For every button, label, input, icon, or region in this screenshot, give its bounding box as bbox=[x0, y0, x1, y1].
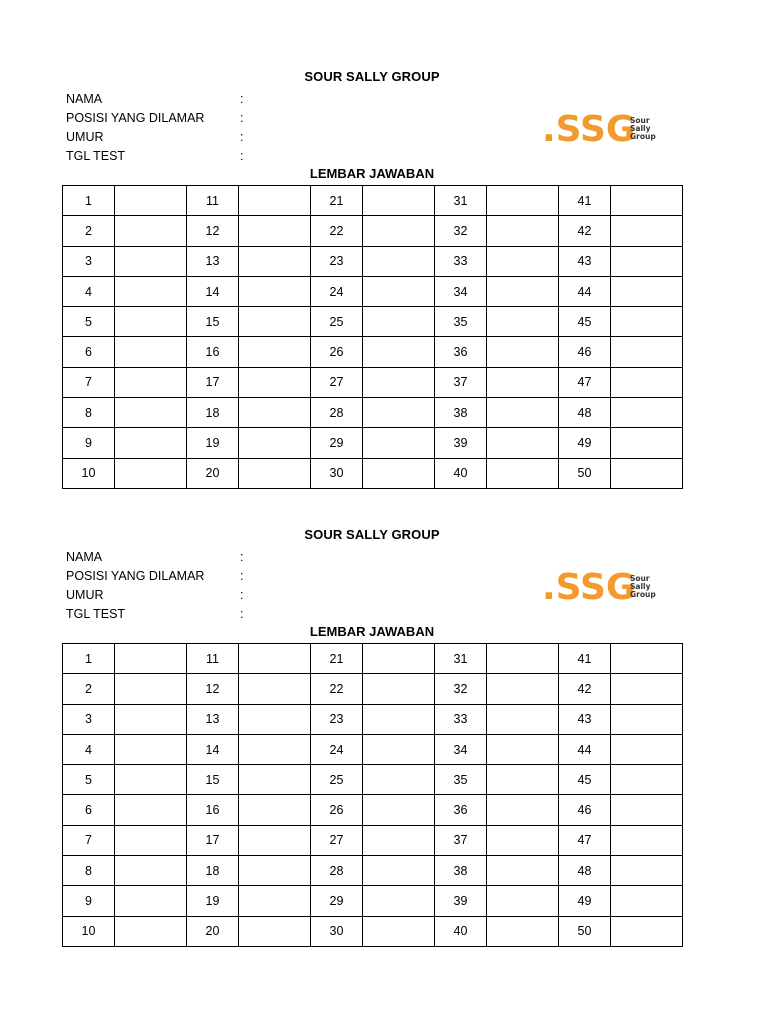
question-number: 32 bbox=[435, 674, 487, 704]
answer-sheet-title: LEMBAR JAWABAN bbox=[309, 624, 435, 639]
answer-cell[interactable] bbox=[363, 276, 435, 306]
question-number: 14 bbox=[187, 276, 239, 306]
answer-cell[interactable] bbox=[363, 765, 435, 795]
answer-cell[interactable] bbox=[611, 795, 683, 825]
answer-cell[interactable] bbox=[115, 825, 187, 855]
question-number: 38 bbox=[435, 398, 487, 428]
question-number: 28 bbox=[311, 856, 363, 886]
question-number: 23 bbox=[311, 246, 363, 276]
question-number: 41 bbox=[559, 644, 611, 674]
field-label: TGL TEST bbox=[66, 607, 126, 621]
question-number: 37 bbox=[435, 825, 487, 855]
field-tgl-test bbox=[66, 605, 326, 624]
answer-cell[interactable] bbox=[487, 398, 559, 428]
logo-letters: .SSG bbox=[542, 110, 636, 146]
question-number: 20 bbox=[187, 916, 239, 946]
question-number: 21 bbox=[311, 644, 363, 674]
answer-cell[interactable] bbox=[115, 398, 187, 428]
question-number: 19 bbox=[187, 886, 239, 916]
logo-tagline-1: Sour bbox=[630, 574, 650, 583]
question-number: 46 bbox=[559, 795, 611, 825]
question-number: 31 bbox=[435, 644, 487, 674]
question-number: 34 bbox=[435, 734, 487, 764]
question-number: 31 bbox=[435, 186, 487, 216]
question-number: 5 bbox=[63, 307, 115, 337]
question-number: 15 bbox=[187, 765, 239, 795]
answer-cell[interactable] bbox=[239, 276, 311, 306]
question-number: 38 bbox=[435, 856, 487, 886]
answer-cell[interactable] bbox=[611, 186, 683, 216]
answer-row bbox=[63, 337, 683, 367]
logo-tagline-2: Sally bbox=[630, 582, 651, 591]
question-number: 1 bbox=[63, 186, 115, 216]
question-number: 27 bbox=[311, 825, 363, 855]
answer-sheet-title: LEMBAR JAWABAN bbox=[309, 166, 435, 181]
field-nama bbox=[66, 548, 326, 567]
answer-cell[interactable] bbox=[363, 307, 435, 337]
answer-cell[interactable] bbox=[487, 765, 559, 795]
answer-cell[interactable] bbox=[239, 886, 311, 916]
answer-cell[interactable] bbox=[363, 644, 435, 674]
answer-cell[interactable] bbox=[115, 367, 187, 397]
answer-cell[interactable] bbox=[611, 704, 683, 734]
question-number: 47 bbox=[559, 825, 611, 855]
field-label: UMUR bbox=[66, 588, 104, 602]
question-number: 42 bbox=[559, 216, 611, 246]
question-number: 42 bbox=[559, 674, 611, 704]
question-number: 22 bbox=[311, 216, 363, 246]
ssg-logo bbox=[542, 110, 662, 146]
answer-row bbox=[63, 246, 683, 276]
answer-cell[interactable] bbox=[363, 825, 435, 855]
field-colon: : bbox=[240, 130, 244, 144]
answer-sheet-1 bbox=[0, 68, 768, 508]
question-number: 3 bbox=[63, 246, 115, 276]
question-number: 13 bbox=[187, 704, 239, 734]
answer-cell[interactable] bbox=[239, 337, 311, 367]
answer-row bbox=[63, 216, 683, 246]
answer-cell[interactable] bbox=[611, 916, 683, 946]
question-number: 36 bbox=[435, 795, 487, 825]
logo-tagline-3: Group bbox=[630, 590, 656, 599]
field-label: POSISI YANG DILAMAR bbox=[66, 111, 205, 125]
answer-cell[interactable] bbox=[239, 367, 311, 397]
question-number: 44 bbox=[559, 734, 611, 764]
answer-cell[interactable] bbox=[611, 428, 683, 458]
answer-cell[interactable] bbox=[239, 734, 311, 764]
answer-row bbox=[63, 674, 683, 704]
answer-cell[interactable] bbox=[363, 674, 435, 704]
answer-cell[interactable] bbox=[115, 765, 187, 795]
question-number: 12 bbox=[187, 216, 239, 246]
question-number: 26 bbox=[311, 337, 363, 367]
answer-row bbox=[63, 428, 683, 458]
answer-cell[interactable] bbox=[115, 186, 187, 216]
question-number: 11 bbox=[187, 644, 239, 674]
company-title: SOUR SALLY GROUP bbox=[304, 69, 440, 84]
field-label: NAMA bbox=[66, 550, 103, 564]
answer-cell[interactable] bbox=[363, 186, 435, 216]
question-number: 44 bbox=[559, 276, 611, 306]
answer-cell[interactable] bbox=[363, 367, 435, 397]
question-number: 27 bbox=[311, 367, 363, 397]
answer-grid bbox=[62, 643, 683, 947]
field-colon: : bbox=[240, 550, 244, 564]
answer-row bbox=[63, 704, 683, 734]
answer-cell[interactable] bbox=[239, 644, 311, 674]
answer-cell[interactable] bbox=[611, 458, 683, 488]
answer-cell[interactable] bbox=[239, 458, 311, 488]
field-label: TGL TEST bbox=[66, 149, 126, 163]
question-number: 40 bbox=[435, 458, 487, 488]
answer-cell[interactable] bbox=[611, 216, 683, 246]
answer-cell[interactable] bbox=[363, 246, 435, 276]
field-umur bbox=[66, 586, 326, 605]
question-number: 7 bbox=[63, 825, 115, 855]
question-number: 2 bbox=[63, 674, 115, 704]
question-number: 6 bbox=[63, 337, 115, 367]
company-title: SOUR SALLY GROUP bbox=[304, 527, 440, 542]
question-number: 10 bbox=[63, 916, 115, 946]
question-number: 9 bbox=[63, 886, 115, 916]
answer-cell[interactable] bbox=[487, 337, 559, 367]
answer-grid bbox=[62, 185, 683, 489]
field-label: UMUR bbox=[66, 130, 104, 144]
field-posisi bbox=[66, 567, 326, 586]
question-number: 39 bbox=[435, 428, 487, 458]
question-number: 10 bbox=[63, 458, 115, 488]
question-number: 50 bbox=[559, 916, 611, 946]
field-colon: : bbox=[240, 92, 244, 106]
answer-row bbox=[63, 825, 683, 855]
question-number: 48 bbox=[559, 856, 611, 886]
answer-cell[interactable] bbox=[239, 428, 311, 458]
question-number: 48 bbox=[559, 398, 611, 428]
answer-sheet-2 bbox=[0, 526, 768, 966]
answer-cell[interactable] bbox=[611, 886, 683, 916]
answer-cell[interactable] bbox=[239, 186, 311, 216]
answer-row bbox=[63, 734, 683, 764]
answer-row bbox=[63, 398, 683, 428]
question-number: 25 bbox=[311, 307, 363, 337]
answer-cell[interactable] bbox=[611, 246, 683, 276]
answer-cell[interactable] bbox=[115, 428, 187, 458]
answer-row bbox=[63, 644, 683, 674]
answer-cell[interactable] bbox=[239, 216, 311, 246]
answer-cell[interactable] bbox=[487, 186, 559, 216]
answer-cell[interactable] bbox=[115, 216, 187, 246]
answer-cell[interactable] bbox=[487, 428, 559, 458]
question-number: 18 bbox=[187, 856, 239, 886]
answer-row bbox=[63, 916, 683, 946]
question-number: 25 bbox=[311, 765, 363, 795]
field-label: POSISI YANG DILAMAR bbox=[66, 569, 205, 583]
question-number: 4 bbox=[63, 734, 115, 764]
answer-row bbox=[63, 856, 683, 886]
field-colon: : bbox=[240, 149, 244, 163]
answer-cell[interactable] bbox=[487, 704, 559, 734]
answer-cell[interactable] bbox=[611, 825, 683, 855]
answer-cell[interactable] bbox=[115, 916, 187, 946]
answer-cell[interactable] bbox=[115, 276, 187, 306]
answer-cell[interactable] bbox=[611, 276, 683, 306]
answer-row bbox=[63, 276, 683, 306]
question-number: 8 bbox=[63, 856, 115, 886]
answer-cell[interactable] bbox=[363, 428, 435, 458]
question-number: 37 bbox=[435, 367, 487, 397]
question-number: 33 bbox=[435, 704, 487, 734]
answer-cell[interactable] bbox=[611, 856, 683, 886]
answer-cell[interactable] bbox=[239, 246, 311, 276]
question-number: 24 bbox=[311, 276, 363, 306]
question-number: 14 bbox=[187, 734, 239, 764]
question-number: 45 bbox=[559, 765, 611, 795]
answer-cell[interactable] bbox=[239, 825, 311, 855]
answer-cell[interactable] bbox=[611, 337, 683, 367]
answer-row bbox=[63, 307, 683, 337]
question-number: 5 bbox=[63, 765, 115, 795]
answer-cell[interactable] bbox=[115, 856, 187, 886]
answer-cell[interactable] bbox=[363, 886, 435, 916]
question-number: 11 bbox=[187, 186, 239, 216]
answer-cell[interactable] bbox=[239, 674, 311, 704]
answer-cell[interactable] bbox=[487, 674, 559, 704]
question-number: 50 bbox=[559, 458, 611, 488]
field-label: NAMA bbox=[66, 92, 103, 106]
answer-cell[interactable] bbox=[363, 398, 435, 428]
logo-tagline-2: Sally bbox=[630, 124, 651, 133]
answer-cell[interactable] bbox=[363, 337, 435, 367]
question-number: 20 bbox=[187, 458, 239, 488]
answer-cell[interactable] bbox=[115, 704, 187, 734]
answer-row bbox=[63, 458, 683, 488]
answer-cell[interactable] bbox=[487, 367, 559, 397]
ssg-logo bbox=[542, 568, 662, 604]
answer-cell[interactable] bbox=[363, 734, 435, 764]
answer-cell[interactable] bbox=[487, 856, 559, 886]
answer-cell[interactable] bbox=[363, 216, 435, 246]
answer-cell[interactable] bbox=[487, 886, 559, 916]
answer-cell[interactable] bbox=[115, 337, 187, 367]
question-number: 22 bbox=[311, 674, 363, 704]
question-number: 29 bbox=[311, 428, 363, 458]
answer-cell[interactable] bbox=[239, 795, 311, 825]
applicant-fields bbox=[66, 90, 326, 166]
question-number: 9 bbox=[63, 428, 115, 458]
field-colon: : bbox=[240, 588, 244, 602]
answer-cell[interactable] bbox=[487, 825, 559, 855]
answer-cell[interactable] bbox=[487, 276, 559, 306]
field-tgl-test bbox=[66, 147, 326, 166]
question-number: 18 bbox=[187, 398, 239, 428]
answer-cell[interactable] bbox=[115, 734, 187, 764]
answer-cell[interactable] bbox=[487, 307, 559, 337]
question-number: 13 bbox=[187, 246, 239, 276]
question-number: 24 bbox=[311, 734, 363, 764]
question-number: 41 bbox=[559, 186, 611, 216]
answer-cell[interactable] bbox=[363, 916, 435, 946]
answer-cell[interactable] bbox=[487, 795, 559, 825]
question-number: 36 bbox=[435, 337, 487, 367]
question-number: 1 bbox=[63, 644, 115, 674]
question-number: 47 bbox=[559, 367, 611, 397]
question-number: 21 bbox=[311, 186, 363, 216]
answer-cell[interactable] bbox=[611, 674, 683, 704]
answer-cell[interactable] bbox=[487, 916, 559, 946]
question-number: 34 bbox=[435, 276, 487, 306]
answer-cell[interactable] bbox=[239, 916, 311, 946]
logo-letters: .SSG bbox=[542, 568, 636, 604]
question-number: 16 bbox=[187, 795, 239, 825]
answer-cell[interactable] bbox=[239, 856, 311, 886]
answer-cell[interactable] bbox=[611, 765, 683, 795]
question-number: 35 bbox=[435, 307, 487, 337]
question-number: 46 bbox=[559, 337, 611, 367]
question-number: 6 bbox=[63, 795, 115, 825]
field-nama bbox=[66, 90, 326, 109]
answer-cell[interactable] bbox=[239, 398, 311, 428]
question-number: 7 bbox=[63, 367, 115, 397]
answer-cell[interactable] bbox=[115, 886, 187, 916]
question-number: 17 bbox=[187, 367, 239, 397]
answer-row bbox=[63, 886, 683, 916]
question-number: 17 bbox=[187, 825, 239, 855]
answer-cell[interactable] bbox=[115, 458, 187, 488]
field-colon: : bbox=[240, 569, 244, 583]
question-number: 3 bbox=[63, 704, 115, 734]
question-number: 39 bbox=[435, 886, 487, 916]
question-number: 30 bbox=[311, 916, 363, 946]
answer-cell[interactable] bbox=[487, 458, 559, 488]
answer-cell[interactable] bbox=[363, 856, 435, 886]
answer-cell[interactable] bbox=[363, 795, 435, 825]
question-number: 45 bbox=[559, 307, 611, 337]
answer-cell[interactable] bbox=[115, 674, 187, 704]
answer-cell[interactable] bbox=[363, 458, 435, 488]
question-number: 23 bbox=[311, 704, 363, 734]
answer-cell[interactable] bbox=[487, 216, 559, 246]
field-colon: : bbox=[240, 607, 244, 621]
answer-cell[interactable] bbox=[611, 398, 683, 428]
answer-cell[interactable] bbox=[487, 734, 559, 764]
answer-cell[interactable] bbox=[611, 367, 683, 397]
answer-row bbox=[63, 795, 683, 825]
question-number: 28 bbox=[311, 398, 363, 428]
question-number: 19 bbox=[187, 428, 239, 458]
answer-row bbox=[63, 765, 683, 795]
answer-row bbox=[63, 367, 683, 397]
logo-tagline-1: Sour bbox=[630, 116, 650, 125]
answer-cell[interactable] bbox=[611, 307, 683, 337]
question-number: 43 bbox=[559, 704, 611, 734]
answer-cell[interactable] bbox=[115, 307, 187, 337]
question-number: 29 bbox=[311, 886, 363, 916]
question-number: 35 bbox=[435, 765, 487, 795]
answer-cell[interactable] bbox=[239, 765, 311, 795]
answer-cell[interactable] bbox=[487, 644, 559, 674]
answer-row bbox=[63, 186, 683, 216]
question-number: 16 bbox=[187, 337, 239, 367]
question-number: 26 bbox=[311, 795, 363, 825]
question-number: 43 bbox=[559, 246, 611, 276]
question-number: 49 bbox=[559, 886, 611, 916]
answer-cell[interactable] bbox=[611, 734, 683, 764]
question-number: 15 bbox=[187, 307, 239, 337]
question-number: 49 bbox=[559, 428, 611, 458]
question-number: 33 bbox=[435, 246, 487, 276]
field-colon: : bbox=[240, 111, 244, 125]
answer-cell[interactable] bbox=[239, 704, 311, 734]
question-number: 30 bbox=[311, 458, 363, 488]
field-umur bbox=[66, 128, 326, 147]
answer-cell[interactable] bbox=[611, 644, 683, 674]
applicant-fields bbox=[66, 548, 326, 624]
question-number: 40 bbox=[435, 916, 487, 946]
question-number: 8 bbox=[63, 398, 115, 428]
answer-cell[interactable] bbox=[115, 795, 187, 825]
answer-cell[interactable] bbox=[487, 246, 559, 276]
question-number: 2 bbox=[63, 216, 115, 246]
field-posisi bbox=[66, 109, 326, 128]
question-number: 12 bbox=[187, 674, 239, 704]
answer-cell[interactable] bbox=[363, 704, 435, 734]
question-number: 4 bbox=[63, 276, 115, 306]
logo-tagline-3: Group bbox=[630, 132, 656, 141]
question-number: 32 bbox=[435, 216, 487, 246]
answer-cell[interactable] bbox=[115, 644, 187, 674]
answer-cell[interactable] bbox=[239, 307, 311, 337]
answer-cell[interactable] bbox=[115, 246, 187, 276]
